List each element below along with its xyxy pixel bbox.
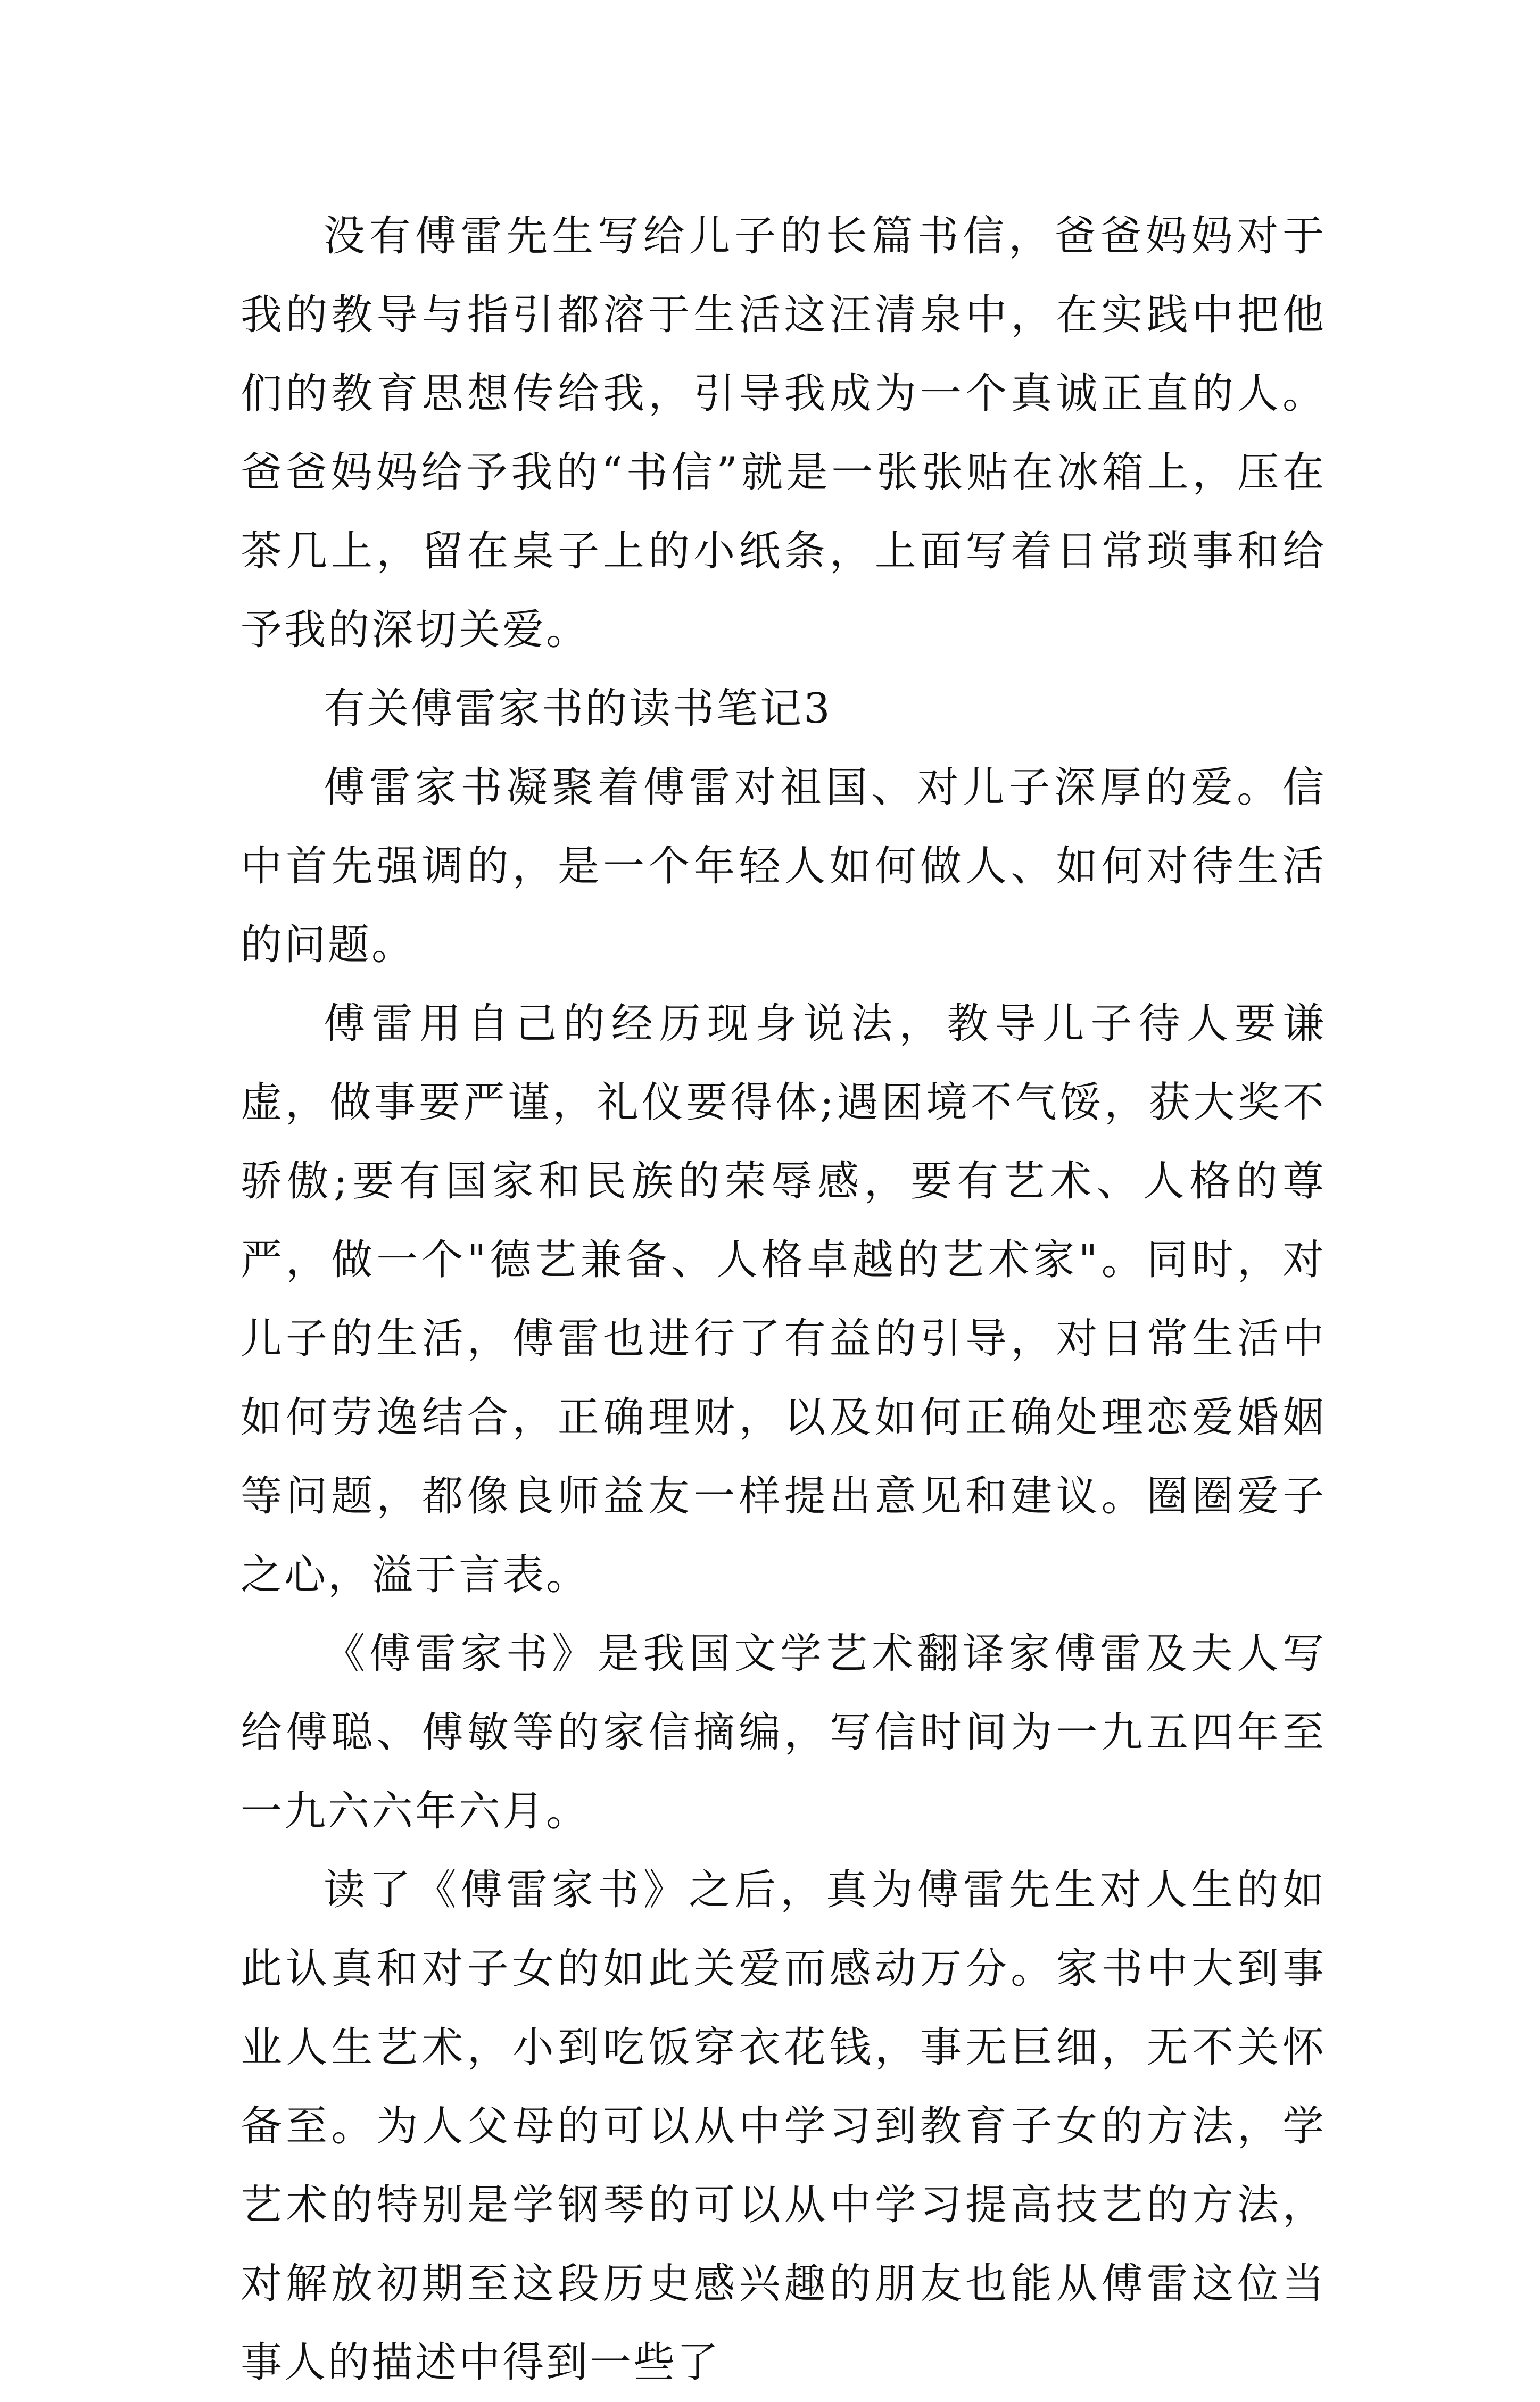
paragraph-intro: 傅雷家书凝聚着傅雷对祖国、对儿子深厚的爱。信中首先强调的，是一个年轻人如何做人、如何对待生活的问题。 [241, 764, 1326, 969]
section-heading: 有关傅雷家书的读书笔记3 [324, 685, 832, 733]
paragraph-teaching: 傅雷用自己的经历现身说法，教导儿子待人要谦虚，做事要严谨，礼仪要得体;遇困境不气馁，获大奖不骄傲;要有国家和民族的荣辱感，要有艺术、人格的尊严，做一个"德艺兼备、人格卓越的艺术家"。同时，对儿子的生活，傅雷也进行了有益的引导，对日常生活中如何劳逸结合，正确理财，以及如何正确处理恋爱婚姻等问题，都像良师益友一样提出意见和建议。圈圈爱子之心，溢于言表。 [241, 1000, 1326, 1599]
document-body [241, 197, 1326, 2402]
paragraph-letters: 没有傅雷先生写给儿子的长篇书信，爸爸妈妈对于我的教导与指引都溶于生活这汪清泉中，在实践中把他们的教育思想传给我，引导我成为一个真诚正直的人。爸爸妈妈给予我的“书信”就是一张张贴在冰箱上，压在茶几上，留在桌子上的小纸条，上面写着日常琐事和给予我的深切关爱。 [241, 212, 1326, 654]
paragraph-book-info: 《傅雷家书》是我国文学艺术翻译家傅雷及夫人写给傅聪、傅敏等的家信摘编，写信时间为一九五四年至一九六六年六月。 [241, 1630, 1326, 1835]
paragraph-reflection: 读了《傅雷家书》之后，真为傅雷先生对人生的如此认真和对子女的如此关爱而感动万分。家书中大到事业人生艺术，小到吃饭穿衣花钱，事无巨细，无不关怀备至。为人父母的可以从中学习到教育子女的方法，学艺术的特别是学钢琴的可以从中学习提高技艺的方法，对解放初期至这段历史感兴趣的朋友也能从傅雷这位当事人的描述中得到一些了 [241, 1866, 1326, 2387]
